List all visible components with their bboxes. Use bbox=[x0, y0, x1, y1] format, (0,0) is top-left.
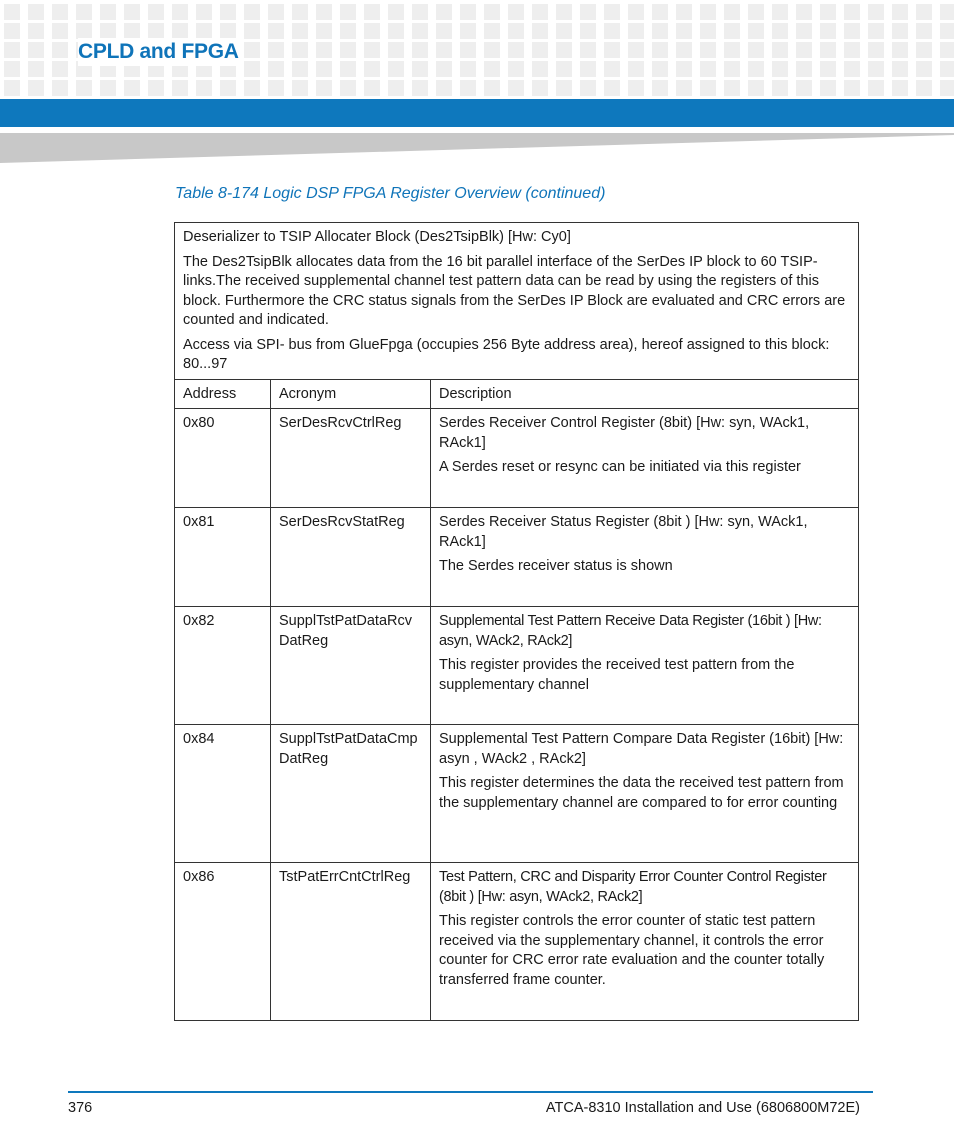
header-tile bbox=[124, 23, 140, 39]
row-acronym: SupplTstPatDataRcvDatReg bbox=[271, 607, 431, 725]
header-tile bbox=[556, 42, 572, 58]
header-tile bbox=[724, 23, 740, 39]
header-tile bbox=[796, 80, 812, 96]
header-tile bbox=[268, 61, 284, 77]
header-tile bbox=[508, 4, 524, 20]
header-tile bbox=[628, 61, 644, 77]
header-tile bbox=[172, 4, 188, 20]
header-tile bbox=[844, 23, 860, 39]
header-tile bbox=[844, 4, 860, 20]
header-tile bbox=[628, 23, 644, 39]
table-caption: Table 8-174 Logic DSP FPGA Register Overview (continued) bbox=[175, 185, 606, 202]
header-tile bbox=[892, 42, 908, 58]
row-description-title: Supplemental Test Pattern Compare Data Register (16bit) [Hw: asyn , WAck2 , RAck2] bbox=[439, 731, 844, 767]
header-tile bbox=[316, 61, 332, 77]
header-tile bbox=[580, 4, 596, 20]
header-tile bbox=[196, 4, 212, 20]
header-tile bbox=[172, 23, 188, 39]
header-tile bbox=[868, 42, 884, 58]
header-tile bbox=[532, 42, 548, 58]
header-tile bbox=[844, 80, 860, 96]
header-tile bbox=[148, 4, 164, 20]
row-address: 0x80 bbox=[175, 409, 271, 508]
header-tile bbox=[748, 61, 764, 77]
header-tile bbox=[940, 80, 954, 96]
header-tile bbox=[220, 23, 236, 39]
row-description-title: Supplemental Test Pattern Receive Data Register (16bit ) [Hw: asyn, WAck2, RAck2] bbox=[439, 613, 822, 649]
header-tile bbox=[316, 23, 332, 39]
header-tile bbox=[820, 42, 836, 58]
header-tile bbox=[388, 80, 404, 96]
header-tile bbox=[604, 42, 620, 58]
header-tile bbox=[292, 42, 308, 58]
header-tile bbox=[820, 23, 836, 39]
header-tile bbox=[340, 23, 356, 39]
header-tile bbox=[52, 23, 68, 39]
header-tile bbox=[28, 4, 44, 20]
header-tile bbox=[244, 4, 260, 20]
header-tile bbox=[364, 80, 380, 96]
header-tile bbox=[628, 4, 644, 20]
header-tile bbox=[52, 42, 68, 58]
row-description-title: Serdes Receiver Status Register (8bit ) [Hw: syn, WAck1, RAck1] bbox=[439, 514, 808, 550]
header-tile bbox=[412, 4, 428, 20]
table-row bbox=[175, 863, 859, 1021]
header-tile bbox=[316, 42, 332, 58]
header-tile bbox=[460, 23, 476, 39]
header-tile bbox=[772, 80, 788, 96]
header-tile bbox=[124, 4, 140, 20]
header-tile bbox=[4, 23, 20, 39]
header-blue-bar bbox=[0, 99, 954, 127]
header-tile bbox=[700, 4, 716, 20]
header-tile bbox=[100, 4, 116, 20]
header-tile bbox=[724, 42, 740, 58]
header-tile bbox=[292, 4, 308, 20]
header-tile bbox=[748, 42, 764, 58]
header-tile bbox=[292, 23, 308, 39]
header-tile bbox=[196, 23, 212, 39]
header-tile bbox=[388, 61, 404, 77]
header-tile bbox=[76, 80, 92, 96]
header-tile bbox=[4, 4, 20, 20]
header-tile bbox=[364, 23, 380, 39]
header-tile bbox=[892, 4, 908, 20]
header-tile bbox=[532, 4, 548, 20]
header-tile bbox=[580, 23, 596, 39]
header-tile bbox=[124, 80, 140, 96]
header-tile bbox=[388, 42, 404, 58]
row-acronym: SerDesRcvStatReg bbox=[271, 508, 431, 607]
header-tile bbox=[52, 80, 68, 96]
header-tile bbox=[676, 4, 692, 20]
row-address: 0x86 bbox=[175, 863, 271, 1021]
header-tile bbox=[484, 23, 500, 39]
column-header-address: Address bbox=[175, 379, 271, 409]
table-row bbox=[175, 409, 859, 508]
header-tile bbox=[820, 61, 836, 77]
header-tile bbox=[484, 4, 500, 20]
header-tile bbox=[364, 42, 380, 58]
header-tile bbox=[484, 61, 500, 77]
footer-rule bbox=[68, 1091, 873, 1093]
header-tile bbox=[220, 4, 236, 20]
header-tile bbox=[268, 42, 284, 58]
header-gray-wedge bbox=[0, 127, 954, 163]
header-tile bbox=[28, 42, 44, 58]
header-tile bbox=[4, 61, 20, 77]
header-tile bbox=[916, 42, 932, 58]
header-tile bbox=[652, 61, 668, 77]
header-tile bbox=[316, 4, 332, 20]
header-tile bbox=[292, 61, 308, 77]
header-tile bbox=[604, 23, 620, 39]
header-tile bbox=[940, 4, 954, 20]
header-tile bbox=[652, 42, 668, 58]
header-tile bbox=[868, 61, 884, 77]
row-address: 0x84 bbox=[175, 725, 271, 863]
header-tile bbox=[820, 4, 836, 20]
header-tile bbox=[460, 42, 476, 58]
header-tile bbox=[916, 80, 932, 96]
header-tile bbox=[388, 23, 404, 39]
header-tile bbox=[484, 42, 500, 58]
header-tile bbox=[340, 61, 356, 77]
header-tile bbox=[772, 42, 788, 58]
row-description-title: Test Pattern, CRC and Disparity Error Counter Control Register (8bit ) [Hw: asyn, WAck2, RAck2] bbox=[439, 869, 827, 905]
header-tile bbox=[916, 61, 932, 77]
row-description-body: This register provides the received test pattern from the supplementary channel bbox=[439, 657, 795, 693]
row-acronym: TstPatErrCntCtrlReg bbox=[271, 863, 431, 1021]
header-tile bbox=[940, 23, 954, 39]
header-tile bbox=[412, 80, 428, 96]
column-header-acronym: Acronym bbox=[271, 379, 431, 409]
header-tile bbox=[556, 80, 572, 96]
header-tile bbox=[148, 80, 164, 96]
header-tile bbox=[700, 61, 716, 77]
header-tile bbox=[196, 80, 212, 96]
row-description bbox=[431, 725, 859, 863]
header-tile bbox=[28, 61, 44, 77]
row-description bbox=[431, 607, 859, 725]
section-title: CPLD and FPGA bbox=[78, 38, 243, 66]
header-tile bbox=[532, 80, 548, 96]
header-tile bbox=[340, 42, 356, 58]
header-tile bbox=[676, 42, 692, 58]
header-tile bbox=[100, 23, 116, 39]
header-tile bbox=[700, 80, 716, 96]
header-tile bbox=[436, 4, 452, 20]
header-tile bbox=[412, 42, 428, 58]
header-tile bbox=[868, 23, 884, 39]
header-tile bbox=[868, 4, 884, 20]
header-tile bbox=[724, 80, 740, 96]
header-tile bbox=[916, 4, 932, 20]
row-address: 0x81 bbox=[175, 508, 271, 607]
header-tile bbox=[652, 4, 668, 20]
header-tile bbox=[436, 23, 452, 39]
header-tile bbox=[436, 80, 452, 96]
header-tile bbox=[532, 23, 548, 39]
block-access: Access via SPI- bus from GlueFpga (occupies 256 Byte address area), hereof assigned to this block: 80...97 bbox=[183, 336, 830, 372]
row-description bbox=[431, 508, 859, 607]
row-description bbox=[431, 409, 859, 508]
header-tile bbox=[268, 80, 284, 96]
block-info-cell bbox=[175, 223, 859, 380]
header-tile bbox=[148, 23, 164, 39]
header-tile bbox=[268, 23, 284, 39]
header-tile bbox=[244, 42, 260, 58]
header-tile bbox=[532, 61, 548, 77]
header-tile bbox=[604, 80, 620, 96]
header-tile bbox=[892, 80, 908, 96]
table-row bbox=[175, 725, 859, 863]
header-tile bbox=[244, 80, 260, 96]
row-acronym: SupplTstPatDataCmpDatReg bbox=[271, 725, 431, 863]
header-tile bbox=[916, 23, 932, 39]
header-tile bbox=[508, 80, 524, 96]
header-tile bbox=[820, 80, 836, 96]
header-tile bbox=[436, 42, 452, 58]
header-tile bbox=[940, 42, 954, 58]
header-tile bbox=[772, 61, 788, 77]
column-header-description: Description bbox=[431, 379, 859, 409]
header-tile bbox=[940, 61, 954, 77]
header-tile bbox=[556, 23, 572, 39]
header-tile bbox=[580, 61, 596, 77]
header-tile bbox=[52, 4, 68, 20]
header-tile bbox=[76, 4, 92, 20]
header-tile bbox=[268, 4, 284, 20]
header-tile bbox=[556, 4, 572, 20]
header-tile bbox=[748, 4, 764, 20]
header-tile bbox=[796, 4, 812, 20]
header-tile bbox=[580, 42, 596, 58]
header-tile bbox=[652, 80, 668, 96]
header-tile bbox=[244, 61, 260, 77]
header-tile bbox=[796, 61, 812, 77]
header-tile bbox=[796, 42, 812, 58]
register-table bbox=[174, 222, 859, 1021]
row-description-title: Serdes Receiver Control Register (8bit) [Hw: syn, WAck1, RAck1] bbox=[439, 415, 810, 451]
block-description: The Des2TsipBlk allocates data from the 16 bit parallel interface of the SerDes IP block to 60 TSIP-links.The received supplemental channel test pattern data can be read by using the registers of this block. Furthermore the CRC status signals from the SerDes IP Block are evaluated and CRC errors are counted and indicated. bbox=[183, 253, 846, 328]
header-tile bbox=[292, 80, 308, 96]
header-tile bbox=[772, 23, 788, 39]
header-tile bbox=[28, 23, 44, 39]
header-tile bbox=[508, 42, 524, 58]
header-tile bbox=[340, 4, 356, 20]
header-tile bbox=[748, 23, 764, 39]
header-tile bbox=[220, 80, 236, 96]
header-tile bbox=[844, 61, 860, 77]
row-description-body: A Serdes reset or resync can be initiated via this register bbox=[439, 459, 801, 475]
header-tile bbox=[892, 23, 908, 39]
header-tile bbox=[868, 80, 884, 96]
header-tile bbox=[460, 4, 476, 20]
table-row bbox=[175, 607, 859, 725]
row-description bbox=[431, 863, 859, 1021]
header-tile bbox=[508, 61, 524, 77]
row-description-body: The Serdes receiver status is shown bbox=[439, 558, 673, 574]
header-tile bbox=[748, 80, 764, 96]
header-tile bbox=[772, 4, 788, 20]
block-title: Deserializer to TSIP Allocater Block (Des2TsipBlk) [Hw: Cy0] bbox=[183, 229, 571, 245]
table-header-row bbox=[175, 379, 859, 409]
header-tile bbox=[28, 80, 44, 96]
row-acronym: SerDesRcvCtrlReg bbox=[271, 409, 431, 508]
header-tile bbox=[556, 61, 572, 77]
header-tile bbox=[100, 80, 116, 96]
header-tile bbox=[652, 23, 668, 39]
row-address: 0x82 bbox=[175, 607, 271, 725]
header-tile bbox=[700, 42, 716, 58]
header-tile bbox=[340, 80, 356, 96]
header-tile bbox=[580, 80, 596, 96]
header-tile bbox=[4, 42, 20, 58]
header-tile bbox=[676, 23, 692, 39]
header-tile bbox=[388, 4, 404, 20]
header-tile bbox=[412, 61, 428, 77]
header-tile bbox=[508, 23, 524, 39]
header-tile bbox=[724, 4, 740, 20]
header-tile bbox=[844, 42, 860, 58]
header-tile bbox=[484, 80, 500, 96]
header-tile bbox=[364, 4, 380, 20]
header-tile bbox=[460, 80, 476, 96]
header-tile bbox=[604, 4, 620, 20]
header-tile bbox=[724, 61, 740, 77]
header-tile bbox=[52, 61, 68, 77]
header-tile bbox=[676, 61, 692, 77]
header-tile bbox=[796, 23, 812, 39]
header-tile bbox=[4, 80, 20, 96]
header-tile bbox=[316, 80, 332, 96]
header-tile bbox=[460, 61, 476, 77]
header-tile bbox=[628, 80, 644, 96]
document-title: ATCA-8310 Installation and Use (6806800M72E) bbox=[545, 1100, 860, 1116]
header-tile bbox=[244, 23, 260, 39]
header-tile bbox=[700, 23, 716, 39]
row-description-body: This register controls the error counter of static test pattern received via the supplementary channel, it controls the error counter for CRC error rate evaluation and the counter totally transferred frame counter. bbox=[439, 913, 825, 988]
table-row bbox=[175, 508, 859, 607]
header-tile bbox=[412, 23, 428, 39]
page-number: 376 bbox=[68, 1100, 93, 1116]
block-info-row bbox=[175, 223, 859, 380]
header-tile bbox=[676, 80, 692, 96]
header-tile bbox=[364, 61, 380, 77]
header-tile bbox=[892, 61, 908, 77]
header-tile bbox=[604, 61, 620, 77]
header-tile bbox=[172, 80, 188, 96]
header-tile bbox=[76, 23, 92, 39]
header-tile bbox=[436, 61, 452, 77]
header-tile bbox=[628, 42, 644, 58]
row-description-body: This register determines the data the received test pattern from the supplementary channel are compared to for error counting bbox=[439, 775, 844, 811]
